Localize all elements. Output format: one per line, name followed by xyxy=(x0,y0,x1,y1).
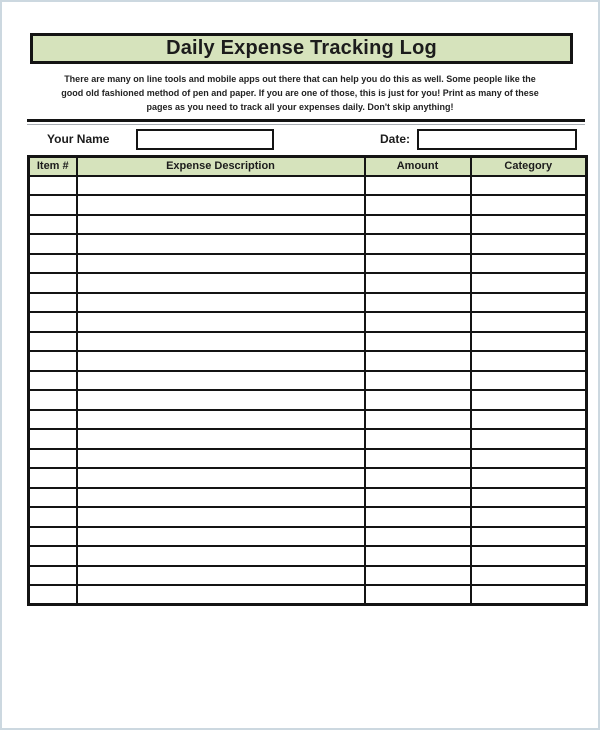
date-label: Date: xyxy=(380,132,411,146)
name-date-row xyxy=(2,129,598,150)
table-cell[interactable] xyxy=(29,566,77,586)
table-row xyxy=(29,293,587,313)
table-row xyxy=(29,332,587,352)
table-cell[interactable] xyxy=(365,585,471,605)
table-cell[interactable] xyxy=(77,371,365,391)
table-cell[interactable] xyxy=(77,429,365,449)
table-cell[interactable] xyxy=(29,449,77,469)
table-cell[interactable] xyxy=(471,293,587,313)
table-cell[interactable] xyxy=(471,215,587,235)
intro-paragraph xyxy=(2,72,598,114)
column-header-description: Expense Description xyxy=(77,157,365,176)
table-row xyxy=(29,507,587,527)
table-cell[interactable] xyxy=(77,507,365,527)
table-cell[interactable] xyxy=(77,312,365,332)
table-cell[interactable] xyxy=(77,273,365,293)
table-cell[interactable] xyxy=(365,215,471,235)
table-row xyxy=(29,234,587,254)
table-cell[interactable] xyxy=(77,449,365,469)
table-cell[interactable] xyxy=(77,293,365,313)
table-cell[interactable] xyxy=(29,234,77,254)
table-cell[interactable] xyxy=(471,468,587,488)
table-cell[interactable] xyxy=(77,332,365,352)
table-cell[interactable] xyxy=(471,371,587,391)
table-cell[interactable] xyxy=(471,351,587,371)
table-cell[interactable] xyxy=(29,488,77,508)
table-cell[interactable] xyxy=(471,546,587,566)
your-name-field[interactable] xyxy=(136,129,274,150)
table-cell[interactable] xyxy=(29,195,77,215)
table-cell[interactable] xyxy=(471,254,587,274)
page-title: Daily Expense Tracking Log xyxy=(166,37,437,59)
table-row xyxy=(29,371,587,391)
table-cell[interactable] xyxy=(77,351,365,371)
table-cell[interactable] xyxy=(77,585,365,605)
table-cell[interactable] xyxy=(365,312,471,332)
table-cell[interactable] xyxy=(29,351,77,371)
table-cell[interactable] xyxy=(29,371,77,391)
table-cell[interactable] xyxy=(365,293,471,313)
table-row xyxy=(29,390,587,410)
table-cell[interactable] xyxy=(365,429,471,449)
table-row xyxy=(29,429,587,449)
table-row xyxy=(29,546,587,566)
table-row xyxy=(29,566,587,586)
table-cell[interactable] xyxy=(29,468,77,488)
table-cell[interactable] xyxy=(29,293,77,313)
table-cell[interactable] xyxy=(365,546,471,566)
table-cell[interactable] xyxy=(29,215,77,235)
your-name-label: Your Name xyxy=(47,132,110,146)
table-cell[interactable] xyxy=(29,546,77,566)
column-header-amount: Amount xyxy=(365,157,471,176)
table-cell[interactable] xyxy=(29,507,77,527)
table-cell[interactable] xyxy=(365,195,471,215)
table-cell[interactable] xyxy=(471,312,587,332)
table-cell[interactable] xyxy=(29,390,77,410)
table-cell[interactable] xyxy=(77,488,365,508)
table-cell[interactable] xyxy=(471,527,587,547)
table-cell[interactable] xyxy=(29,410,77,430)
expense-table-header xyxy=(29,157,587,176)
table-cell[interactable] xyxy=(471,585,587,605)
table-cell[interactable] xyxy=(365,390,471,410)
table-row xyxy=(29,410,587,430)
intro-line: good old fashioned method of pen and paper. If you are one of those, this is just for you! Print as many of these xyxy=(61,88,539,98)
title-banner xyxy=(30,33,573,64)
table-cell[interactable] xyxy=(77,410,365,430)
table-cell[interactable] xyxy=(77,566,365,586)
expense-table-body xyxy=(29,176,587,605)
table-row xyxy=(29,273,587,293)
table-cell[interactable] xyxy=(365,507,471,527)
table-row xyxy=(29,312,587,332)
header-row xyxy=(29,157,587,176)
table-cell[interactable] xyxy=(365,234,471,254)
table-cell[interactable] xyxy=(471,332,587,352)
table-cell[interactable] xyxy=(29,429,77,449)
table-cell[interactable] xyxy=(365,488,471,508)
table-cell[interactable] xyxy=(29,176,77,196)
table-row xyxy=(29,195,587,215)
table-row xyxy=(29,468,587,488)
expense-table xyxy=(27,155,588,606)
table-row xyxy=(29,527,587,547)
intro-line: There are many on line tools and mobile apps out there that can help you do this as well. Some people like the xyxy=(64,74,536,84)
section-divider xyxy=(27,119,585,125)
table-cell[interactable] xyxy=(77,176,365,196)
table-cell[interactable] xyxy=(471,488,587,508)
table-cell[interactable] xyxy=(29,332,77,352)
table-row xyxy=(29,254,587,274)
table-cell[interactable] xyxy=(365,176,471,196)
table-cell[interactable] xyxy=(365,273,471,293)
table-cell[interactable] xyxy=(365,566,471,586)
column-header-item: Item # xyxy=(29,157,77,176)
table-cell[interactable] xyxy=(365,371,471,391)
table-cell[interactable] xyxy=(365,527,471,547)
table-row xyxy=(29,215,587,235)
table-cell[interactable] xyxy=(365,410,471,430)
table-cell[interactable] xyxy=(365,351,471,371)
table-cell[interactable] xyxy=(29,585,77,605)
table-cell[interactable] xyxy=(77,195,365,215)
table-cell[interactable] xyxy=(471,507,587,527)
table-row xyxy=(29,176,587,196)
table-cell[interactable] xyxy=(471,273,587,293)
table-cell[interactable] xyxy=(471,390,587,410)
table-cell[interactable] xyxy=(29,273,77,293)
table-cell[interactable] xyxy=(77,546,365,566)
intro-line: pages as you need to track all your expenses daily. Don't skip anything! xyxy=(146,102,454,112)
table-cell[interactable] xyxy=(77,468,365,488)
table-cell[interactable] xyxy=(77,390,365,410)
table-row xyxy=(29,488,587,508)
table-cell[interactable] xyxy=(77,215,365,235)
table-cell[interactable] xyxy=(365,332,471,352)
table-cell[interactable] xyxy=(471,429,587,449)
date-field[interactable] xyxy=(417,129,577,150)
table-cell[interactable] xyxy=(365,254,471,274)
table-cell[interactable] xyxy=(29,527,77,547)
table-cell[interactable] xyxy=(471,234,587,254)
table-cell[interactable] xyxy=(471,566,587,586)
table-cell[interactable] xyxy=(471,176,587,196)
table-cell[interactable] xyxy=(365,468,471,488)
table-cell[interactable] xyxy=(29,312,77,332)
table-cell[interactable] xyxy=(77,234,365,254)
column-header-category: Category xyxy=(471,157,587,176)
table-cell[interactable] xyxy=(471,195,587,215)
table-cell[interactable] xyxy=(471,449,587,469)
table-row xyxy=(29,585,587,605)
table-cell[interactable] xyxy=(365,449,471,469)
table-cell[interactable] xyxy=(29,254,77,274)
table-cell[interactable] xyxy=(77,254,365,274)
table-cell[interactable] xyxy=(77,527,365,547)
table-row xyxy=(29,351,587,371)
table-row xyxy=(29,449,587,469)
table-cell[interactable] xyxy=(471,410,587,430)
